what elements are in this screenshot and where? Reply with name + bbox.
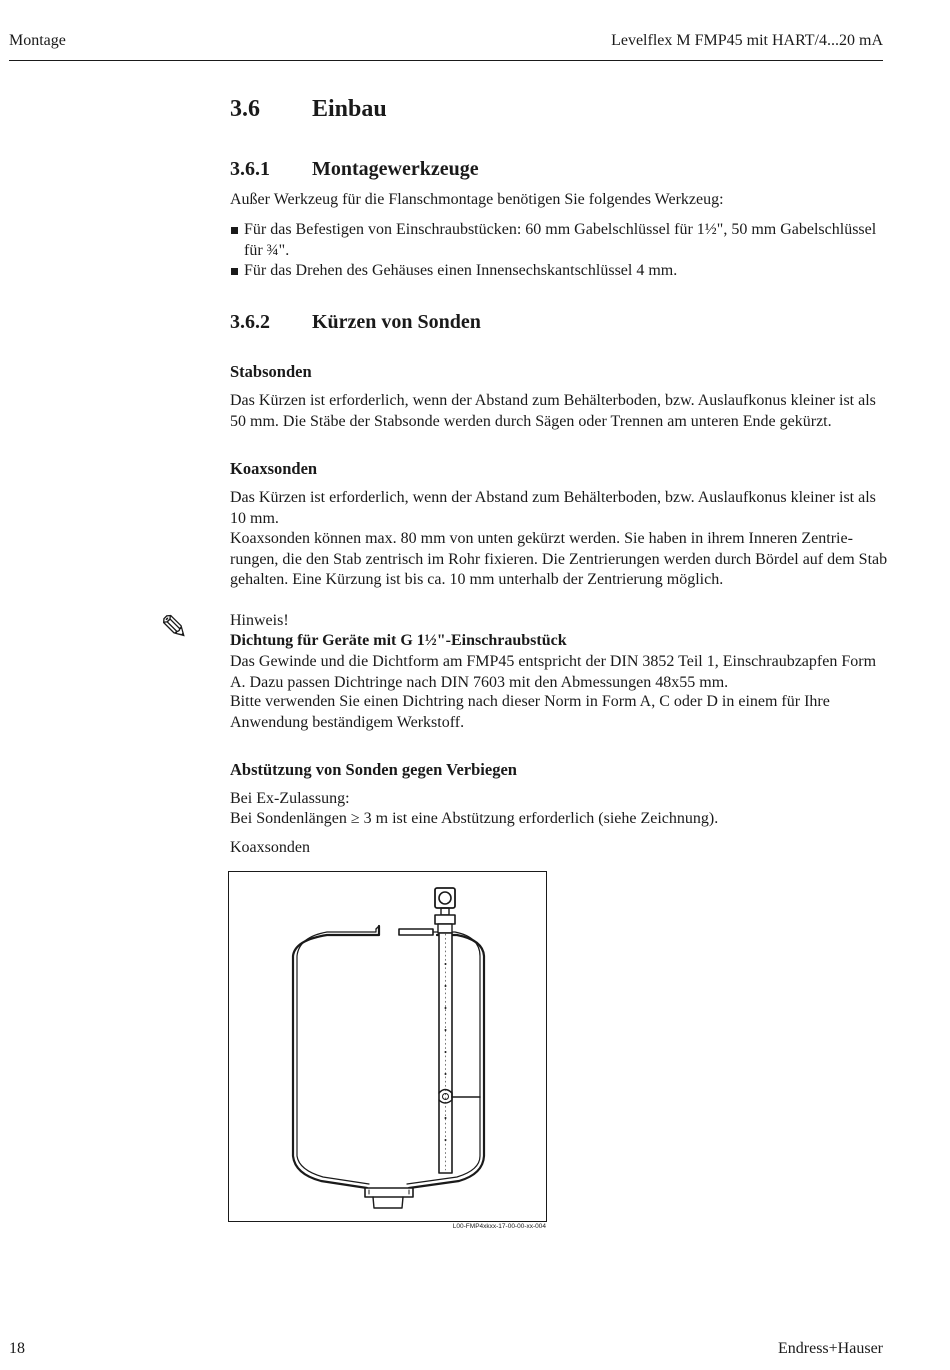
rod-probes-text: Das Kürzen ist erforderlich, wenn der Abstand zum Behälterboden, bzw. Auslaufkonus kleiner ist als 50 mm. Die Stäbe der Stabsonde werden durch Sägen oder Trennen am unteren Ende gekürzt.	[230, 392, 876, 430]
section-number: 3.6	[230, 96, 260, 122]
header-document-title: Levelflex M FMP45 mit HART/4...20 mA	[611, 32, 883, 49]
footer-brand: Endress+Hauser	[778, 1340, 883, 1357]
tools-intro: Außer Werkzeug für die Flanschmontage benötigen Sie folgendes Werkzeug:	[230, 191, 724, 208]
subsection-2-title: Kürzen von Sonden	[312, 311, 481, 333]
support-heading: Abstützung von Sonden gegen Verbiegen	[230, 760, 517, 779]
note-text-1: Das Gewinde und die Dichtform am FMP45 entspricht der DIN 3852 Teil 1, Einschraubzapfen Form A. Dazu passen Dichtringe nach DIN 7603 mit den Abmessungen 48x55 mm.	[230, 653, 877, 691]
note-label: Hinweis!	[230, 612, 289, 629]
note-heading: Dichtung für Geräte mit G 1½"-Einschraubstück	[230, 632, 567, 649]
rod-probes-heading: Stabsonden	[230, 362, 312, 381]
coax-probes-heading: Koaxsonden	[230, 459, 318, 478]
figure-id: L00-FMP4xkxx-17-00-00-xx-004	[452, 1223, 546, 1230]
coax-probes-text-2: Koaxsonden können max. 80 mm von unten gekürzt werden. Sie haben in ihrem Inneren Zentrie-rungen, die den Stab zentrisch im Rohr fixieren. Die Zentrierungen werden durch Bördel auf dem Stab gehalten. Eine Kürzung ist bis ca. 10 mm unterhalb der Zentrierung möglich.	[230, 530, 888, 589]
coax-probes-text-1: Das Kürzen ist erforderlich, wenn der Abstand zum Behälterboden, bzw. Auslaufkonus kleiner ist als 10 mm.	[230, 489, 876, 527]
subsection-2-number: 3.6.2	[230, 311, 270, 333]
subsection-1-number: 3.6.1	[230, 158, 270, 180]
subsection-1-title: Montagewerkzeuge	[312, 158, 479, 180]
tank-probe-drawing	[229, 872, 548, 1223]
bullet-square-icon	[231, 227, 238, 234]
note-text-2: Bitte verwenden Sie einen Dichtring nach dieser Norm in Form A, C oder D in einem für Ihre Anwendung beständigem Werkstoff.	[230, 693, 830, 731]
support-line-1: Bei Ex-Zulassung:	[230, 790, 350, 807]
support-line-2: Bei Sondenlängen ≥ 3 m ist eine Abstützung erforderlich (siehe Zeichnung).	[230, 810, 719, 827]
tools-bullet-1	[230, 220, 890, 261]
figure-caption: Koaxsonden	[230, 839, 310, 856]
tools-bullet-2	[230, 261, 890, 282]
header-divider	[9, 60, 883, 61]
tools-bullet-2-text: Für das Drehen des Gehäuses einen Innensechskantschlüssel 4 mm.	[244, 262, 678, 279]
pencil-icon: ✎	[160, 608, 189, 648]
section-title: Einbau	[312, 96, 387, 122]
tools-bullet-1-text: Für das Befestigen von Einschraubstücken: 60 mm Gabelschlüssel für 1½", 50 mm Gabelschlüssel für ¾".	[244, 221, 877, 259]
page-number: 18	[9, 1340, 25, 1357]
bullet-square-icon	[231, 268, 238, 275]
tank-probe-figure	[228, 871, 547, 1222]
header-section-label: Montage	[9, 32, 66, 49]
